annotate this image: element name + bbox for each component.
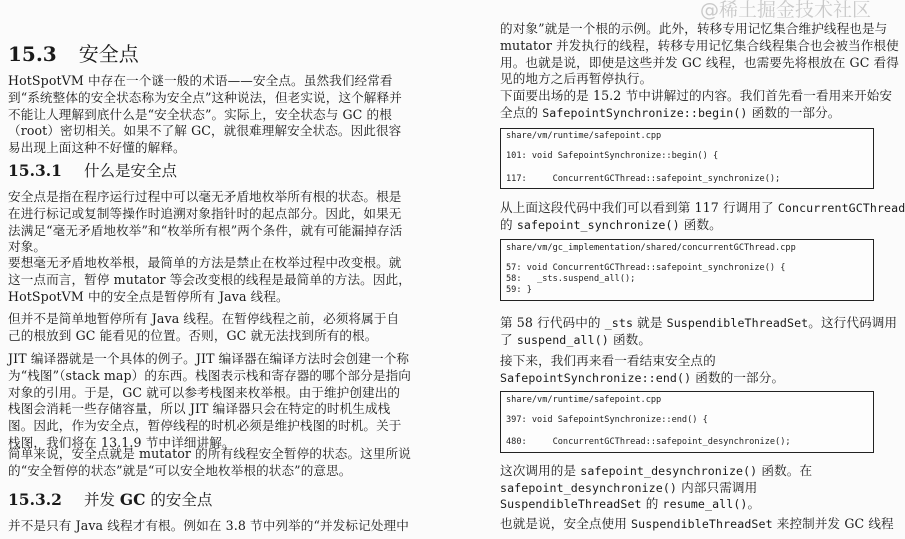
paragraph-line: 对象。 [8,239,47,255]
paragraph-line: 己的根放到 GC 能看见的位置。否则，GC 就无法找到所有的根。 [8,327,378,343]
code-file-path: share/vm/gc_implementation/shared/concurrentGCThread.cpp [506,243,796,253]
text-run: 接下来，我们再来看一看结束安全点的 [500,353,716,368]
code-file-path: share/vm/runtime/safepoint.cpp [506,131,662,141]
inline-code: _sts [604,316,634,330]
section-title: 安全点 [78,42,139,66]
text-run: 从上面这段代码中我们可以看到第 117 行调用了 [500,200,778,215]
text-run: 的 [641,496,663,511]
inline-code: SuspendibleThreadSet [500,497,642,511]
code-line: 101: void SafepointSynchronize::begin() { [506,151,719,161]
section-title: 什么是安全点 [83,162,177,180]
text-run: 下面要出场的是 15.2 节中讲解过的内容。我们首先看一看用来开始安 [500,88,893,103]
text-run: 全点的 [500,104,543,120]
paragraph-line [500,55,899,71]
paragraph-line [500,480,757,496]
code-line: 117: ConcurrentGCThread::safepoint_synchronize(); [506,174,781,184]
paragraph-line: 简单来说，安全点就是 mutator 的所有线程安全暂停的状态。这里所说 [8,446,411,461]
section-number: 15.3 [8,42,57,66]
paragraph-line [500,516,894,532]
title-part: GC [119,490,146,509]
inline-code: ConcurrentGCThread [777,201,905,215]
text-run: 内部只需调用 [677,479,758,495]
paragraph-line: HotSpotVM 中的安全点是暂停所有 Java 线程。 [8,288,289,304]
paragraph-line [500,71,652,87]
text-run: 函数。 [679,217,722,232]
code-line: 480: ConcurrentGCThread::safepoint_desynchronize(); [506,437,791,447]
text-run: 。 [747,496,761,511]
text-run: 了 [500,332,517,347]
paragraph-line: 并不是只有 Java 线程才有根。例如在 3.8 节中列举的“并发标记处理中 [8,518,409,533]
paragraph-line: 栈图，我们将在 13.1.9 节中详细讲解。 [8,435,235,450]
text-run: 。这行代码调用 [808,315,898,330]
section-heading-15-3-2 [8,488,212,510]
inline-code: SuspendibleThreadSet [631,517,773,531]
text-run: 的 [500,217,517,232]
paragraph-line: 图。因此，作为安全点，暂停线程的时机必须是维护栈图的时机。关于 [8,418,402,434]
text-run: 也就是说，安全点使用 [500,516,632,531]
paragraph-line: 要想毫无矛盾地枚举根，最简单的方法是禁止在枚举过程中改变根。就 [8,255,402,270]
paragraph-line [500,463,812,479]
paragraph-line: 安全点是指在程序运行过程中可以毫无矛盾地枚举所有根的状态。根是 [8,189,402,204]
text-run: 函数的一部分。 [691,370,785,385]
text-run: 用。也就是说，即使是这些并发 GC 线程，也需要先将根放在 GC 看得 [500,54,899,70]
watermark: @稀土掘金技术社区 [700,0,872,21]
paragraph-line: （root）密切相关。如果不了解 GC，就很难理解安全状态。因此很容 [8,123,402,139]
section-number: 15.3.2 [8,490,62,509]
code-line: 57: void ConcurrentGCThread::safepoint_synchronize() { [506,263,786,273]
paragraph-line [500,38,899,54]
text-run: 函数。 [608,332,652,347]
paragraph-line: 为“栈图”（stack map）的东西。栈图表示栈和寄存器的哪个部分是指向 [8,367,411,383]
inline-code: safepoint_synchronize() [516,218,680,232]
code-line: 58: _sts.suspend_all(); [506,274,636,284]
inline-code: resume_all() [662,497,748,511]
paragraph-line [500,88,892,104]
paragraph-line [500,370,784,386]
inline-code: SafepointSynchronize::end() [500,371,692,385]
paragraph-line [500,332,651,348]
section-number: 15.3.1 [8,161,62,180]
paragraph-line [500,200,905,216]
inline-code: suspend_all() [516,333,609,347]
paragraph-line: 对象的引用。于是，GC 就可以参考栈图来枚举根。由于维护创建出的 [8,384,401,400]
section-heading-15-3 [8,38,139,67]
text-run: 第 58 行代码中的 [500,315,605,330]
code-line: 59: } [506,285,532,295]
text-run: 这次调用的是 [500,463,581,478]
code-line: 397: void SafepointSynchronize::end() { [506,415,708,425]
inline-code: SuspendibleThreadSet [666,316,809,330]
code-file-path: share/vm/runtime/safepoint.cpp [506,395,662,405]
paragraph-line: 在进行标记或复制等操作时追溯对象指针时的起点部分。因此，如果无 [8,205,402,221]
paragraph-line: 这一点而言，暂停 mutator 等会改变根的线程是最简单的方法。因此， [8,271,411,287]
text-run: 的对象”就是一个根的示例。此外，转移专用记忆集合维护线程也是与 [500,21,888,36]
paragraph-line: 栈图会消耗一些存储容量，所以 JIT 编译器只会在特定的时机生成栈 [8,401,391,417]
title-part: 并发 [83,491,120,509]
section-heading-15-3-1 [8,159,177,181]
text-run: 见的地方之后再暂停执行。 [500,71,653,87]
text-run: 来控制并发 GC 线程 [772,516,894,531]
paragraph-line: JIT 编译器就是一个具体的例子。JIT 编译器在编译方法时会创建一个称 [8,351,410,366]
paragraph-line: 易出现上面这种不好懂的解释。 [8,140,186,156]
paragraph-line [500,105,840,121]
paragraph-line: 不能让人理解到底什么是“安全状态”。实际上，安全状态与 GC 的根 [8,106,392,122]
text-run: 函数的一部分。 [747,104,841,120]
inline-code: SafepointSynchronize::begin() [542,105,748,120]
paragraph-line: 的“安全暂停的状态”就是“可以安全地枚举根的状态”的意思。 [8,462,352,478]
paragraph-line [500,315,897,331]
inline-code: safepoint_desynchronize() [580,464,758,478]
paragraph-line [500,217,722,233]
section-title [84,491,212,509]
paragraph-line [500,353,716,369]
text-run: mutator 并发执行的线程，转移专用记忆集合线程集合也会被当作根使 [500,37,899,53]
paragraph-line [500,496,760,512]
paragraph-line: HotSpotVM 中存在一个谜一般的术语——安全点。虽然我们经常看 [8,73,393,88]
text-run: 函数。在 [757,463,813,478]
paragraph-line [500,21,887,37]
text-run: 就是 [633,315,667,330]
paragraph-line: 法满足“毫无矛盾地枚举”和“枚举所有根”两个条件，就有可能漏掉存活 [8,222,403,238]
inline-code: safepoint_desynchronize() [500,480,678,495]
paragraph-line: 但并不是简单地暂停所有 Java 线程。在暂停线程之前，必须将属于自 [8,311,400,326]
paragraph-line: 到“系统整体的安全状态称为安全点”这种说法，但老实说，这个解释并 [8,89,402,105]
title-part: 的安全点 [145,491,213,509]
